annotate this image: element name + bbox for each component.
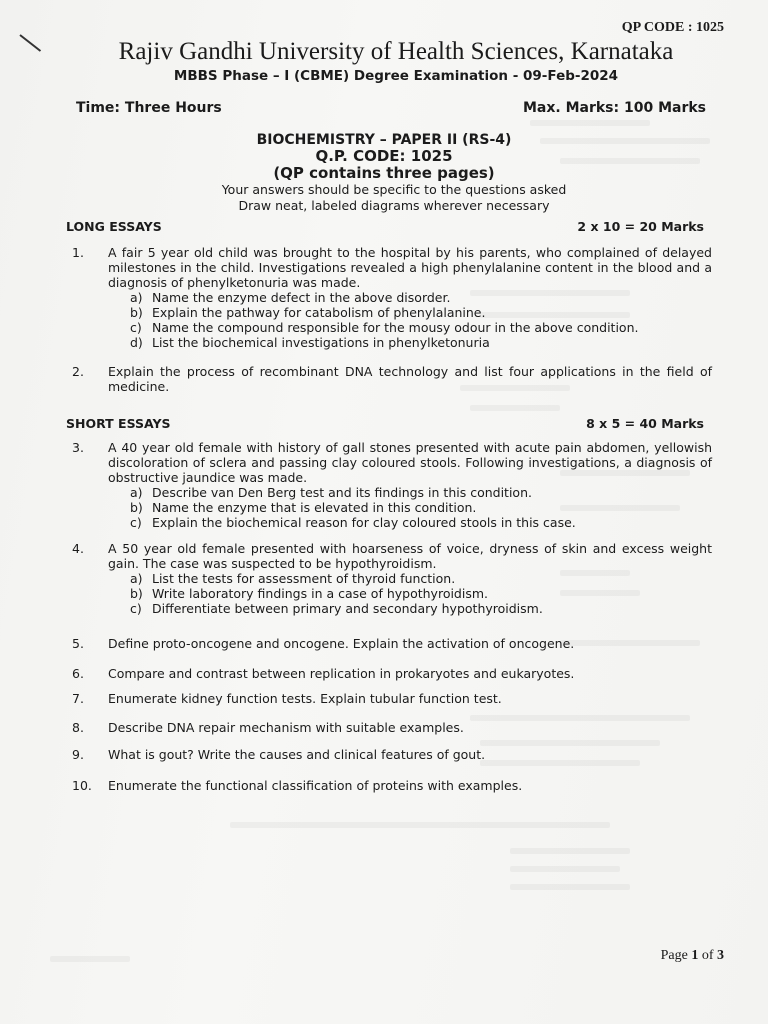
instruction-diagrams: Draw neat, labeled diagrams wherever necessary	[238, 198, 550, 213]
question-4	[72, 541, 712, 616]
sub-question: a) Describe van Den Berg test and its findings in this condition.	[130, 485, 532, 500]
sub-question: c) Name the compound responsible for the mousy odour in the above condition.	[130, 320, 639, 335]
page-number: Page 1 of 3	[660, 948, 724, 963]
question-number: 2.	[72, 364, 84, 379]
instruction-specific: Your answers should be specific to the questions asked	[221, 182, 567, 197]
question-3	[72, 440, 712, 530]
question-9	[72, 747, 712, 762]
question-number: 6.	[72, 666, 84, 681]
sub-question: b) Name the enzyme that is elevated in this condition.	[130, 500, 477, 515]
question-text: A 40 year old female with history of gall stones presented with acute pain abdomen, yellowish discoloration of sclera and passing clay coloured stools. Following investigations, a diagnosis of obstructive jaundice was made.	[108, 440, 712, 485]
question-number: 4.	[72, 541, 84, 556]
question-text: A 50 year old female presented with hoarseness of voice, dryness of skin and excess weight gain. The case was suspected to be hypothyroidism.	[108, 541, 712, 571]
university-name: Rajiv Gandhi University of Health Sciences, Karnataka	[118, 38, 674, 65]
question-text: What is gout? Write the causes and clinical features of gout.	[108, 747, 486, 762]
question-10	[72, 778, 712, 793]
question-number: 10.	[72, 778, 92, 793]
question-text: Define proto-oncogene and oncogene. Explain the activation of oncogene.	[108, 636, 575, 651]
section-heading-long-essays: LONG ESSAYS	[66, 219, 162, 234]
sub-question-list	[130, 485, 712, 530]
question-text: Explain the process of recombinant DNA technology and list four applications in the field of medicine.	[108, 364, 712, 394]
question-1	[72, 245, 712, 350]
question-text: Enumerate the functional classification of proteins with examples.	[108, 778, 523, 793]
section-heading-short-essays: SHORT ESSAYS	[66, 416, 171, 431]
question-text: Describe DNA repair mechanism with suitable examples.	[108, 720, 464, 735]
sub-question: d) List the biochemical investigations in phenylketonuria	[130, 335, 490, 350]
question-text: Compare and contrast between replication in prokaryotes and eukaryotes.	[108, 666, 575, 681]
qp-code: Q.P. CODE: 1025	[315, 147, 453, 165]
sub-question-list	[130, 571, 712, 616]
question-text: A fair 5 year old child was brought to the hospital by his parents, who complained of delayed milestones in the child. Investigations revealed a high phenylalanine content in the blood and a diagnosis of phenylketonuria was made.	[108, 245, 712, 290]
question-number: 5.	[72, 636, 84, 651]
sub-question: b) Explain the pathway for catabolism of phenylalanine.	[130, 305, 486, 320]
question-5	[72, 636, 712, 651]
question-number: 1.	[72, 245, 84, 260]
question-number: 9.	[72, 747, 84, 762]
question-text: Enumerate kidney function tests. Explain tubular function test.	[108, 691, 502, 706]
subject-title: BIOCHEMISTRY – PAPER II (RS-4)	[256, 132, 512, 148]
qp-code-top: QP CODE : 1025	[621, 20, 724, 35]
sub-question: b) Write laboratory findings in a case of hypothyroidism.	[130, 586, 489, 601]
section-marks-short-essays: 8 x 5 = 40 Marks	[586, 416, 704, 431]
question-number: 7.	[72, 691, 84, 706]
sub-question-list	[130, 290, 712, 350]
question-2	[72, 364, 712, 394]
question-7	[72, 691, 712, 706]
question-number: 8.	[72, 720, 84, 735]
sub-question: c) Explain the biochemical reason for clay coloured stools in this case.	[130, 515, 576, 530]
max-marks: Max. Marks: 100 Marks	[522, 100, 706, 116]
section-marks-long-essays: 2 x 10 = 20 Marks	[577, 219, 704, 234]
sub-question: a) List the tests for assessment of thyroid function.	[130, 571, 456, 586]
question-number: 3.	[72, 440, 84, 455]
question-6	[72, 666, 712, 681]
sub-question: a) Name the enzyme defect in the above disorder.	[130, 290, 451, 305]
pages-note: (QP contains three pages)	[273, 164, 495, 182]
exam-duration: Time: Three Hours	[76, 100, 222, 116]
sub-question: c) Differentiate between primary and secondary hypothyroidism.	[130, 601, 543, 616]
question-8	[72, 720, 712, 735]
exam-title: MBBS Phase – I (CBME) Degree Examination - 09-Feb-2024	[173, 68, 619, 84]
